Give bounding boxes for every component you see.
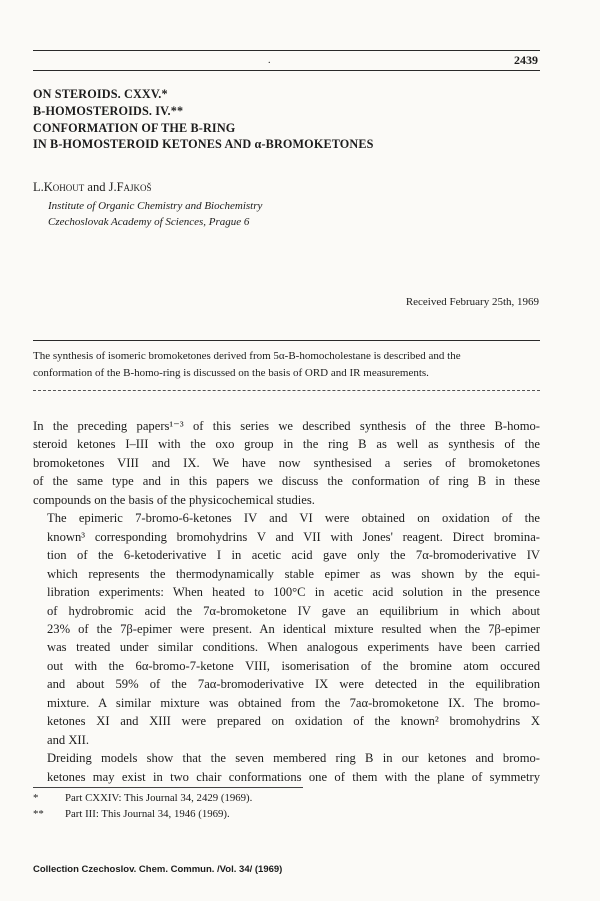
abstract-top-rule	[33, 340, 540, 341]
body-line: out with the 6α-bromo-7-ketone VIII, isomerisation of the bromine atom occured	[47, 658, 540, 673]
paragraph-2	[33, 509, 540, 749]
abstract	[33, 348, 540, 381]
title-line: IN B-HOMOSTEROID KETONES AND α-BROMOKETONES	[33, 137, 374, 152]
footnote-2	[33, 808, 540, 820]
body-line: mixture. A similar mixture was obtained from the 7aα-bromoketone IX. The bromo-	[47, 695, 540, 710]
author-kohout: L.Kohout	[33, 180, 85, 194]
body-line: known³ corresponding bromohydrins V and VII with Jones' reagent. Direct bromina-	[47, 529, 540, 544]
body-line: Dreiding models show that the seven membered ring B in our ketones and bromo-	[47, 751, 540, 766]
abstract-line: The synthesis of isomeric bromoketones derived from 5α-B-homocholestane is described and the	[33, 350, 461, 362]
body-line: was treated under similar conditions. When analogous experiments have been carried	[47, 640, 540, 655]
affiliation-line: Czechoslovak Academy of Sciences, Prague 6	[48, 216, 250, 228]
header-rule-lower	[33, 70, 540, 71]
received-date: Received February 25th, 1969	[405, 296, 539, 308]
footnote-1-text: Part CXXIV: This Journal 34, 2429 (1969).	[65, 792, 253, 804]
body-line: ketones may exist in two chair conformations one of them with the plane of symmetry	[47, 769, 540, 784]
body-line: steroid ketones I–III with the oxo group in the ring B as well as synthesis of the	[33, 437, 540, 452]
header-mark: .	[268, 55, 271, 66]
article-title	[33, 86, 553, 153]
affiliation	[48, 198, 262, 230]
body-line: and XII.	[47, 732, 89, 747]
body-line: of hydrobromic acid the 7α-bromoketone IV gave an equilibrium in which about	[47, 603, 540, 618]
body-line: The epimeric 7-bromo-6-ketones IV and VI were obtained on oxidation of the	[47, 511, 540, 526]
body-line: tion of the 6-ketoderivative I in acetic acid gave only the 7α-bromoderivative IV	[47, 548, 540, 563]
footnote-1-mark: *	[33, 792, 39, 804]
affiliation-line: Institute of Organic Chemistry and Biochemistry	[48, 200, 263, 212]
body-line: ketones XI and XIII were prepared on oxidation of the known² bromohydrins X	[47, 714, 540, 729]
body-line: libration experiments: When heated to 100°C in acetic acid solution in the presence	[47, 585, 540, 600]
authors	[33, 180, 152, 195]
footnote-rule	[33, 787, 303, 788]
abstract-bottom-rule	[33, 390, 540, 391]
abstract-line: conformation of the B-homo-ring is discussed on the basis of ORD and IR measurements.	[33, 366, 429, 379]
title-line: CONFORMATION OF THE B-RING	[33, 120, 236, 135]
body-line: 23% of the 7β-epimer were present. An identical mixture resulted when the 7β-epimer	[47, 621, 540, 636]
body-line: In the preceding papers¹⁻³ of this series we described synthesis of the three B-homo-	[33, 419, 540, 433]
body-line: which represents the thermodynamically stable epimer as was shown by the equi-	[47, 566, 540, 581]
body-line: and about 59% of the 7aα-bromoderivative IX were detected in the equilibration	[47, 677, 540, 692]
body-line: bromoketones VIII and IX. We have now synthesised a series of bromoketones	[33, 455, 540, 470]
paragraph-1	[33, 417, 540, 509]
title-line: ON STEROIDS. CXXV.*	[33, 87, 168, 101]
footnote-2-text: Part III: This Journal 34, 1946 (1969).	[65, 808, 230, 820]
title-line: B-HOMOSTEROIDS. IV.**	[33, 103, 184, 118]
paragraph-3	[33, 749, 540, 786]
body-text	[33, 417, 540, 786]
footnote-1	[33, 792, 540, 804]
header-rule	[33, 50, 540, 51]
body-line: of the same type and in this papers we discuss the conformation of ring B in these	[33, 474, 540, 489]
journal-footer: Collection Czechoslov. Chem. Commun. /Vol. 34/ (1969)	[33, 864, 283, 875]
author-and: and	[87, 180, 106, 194]
author-fajkos: J.Fajkoš	[108, 180, 152, 194]
footnote-2-mark: **	[33, 808, 44, 820]
body-line: compounds on the basis of the physicochemical studies.	[33, 492, 315, 507]
page-number: 2439	[514, 53, 538, 67]
